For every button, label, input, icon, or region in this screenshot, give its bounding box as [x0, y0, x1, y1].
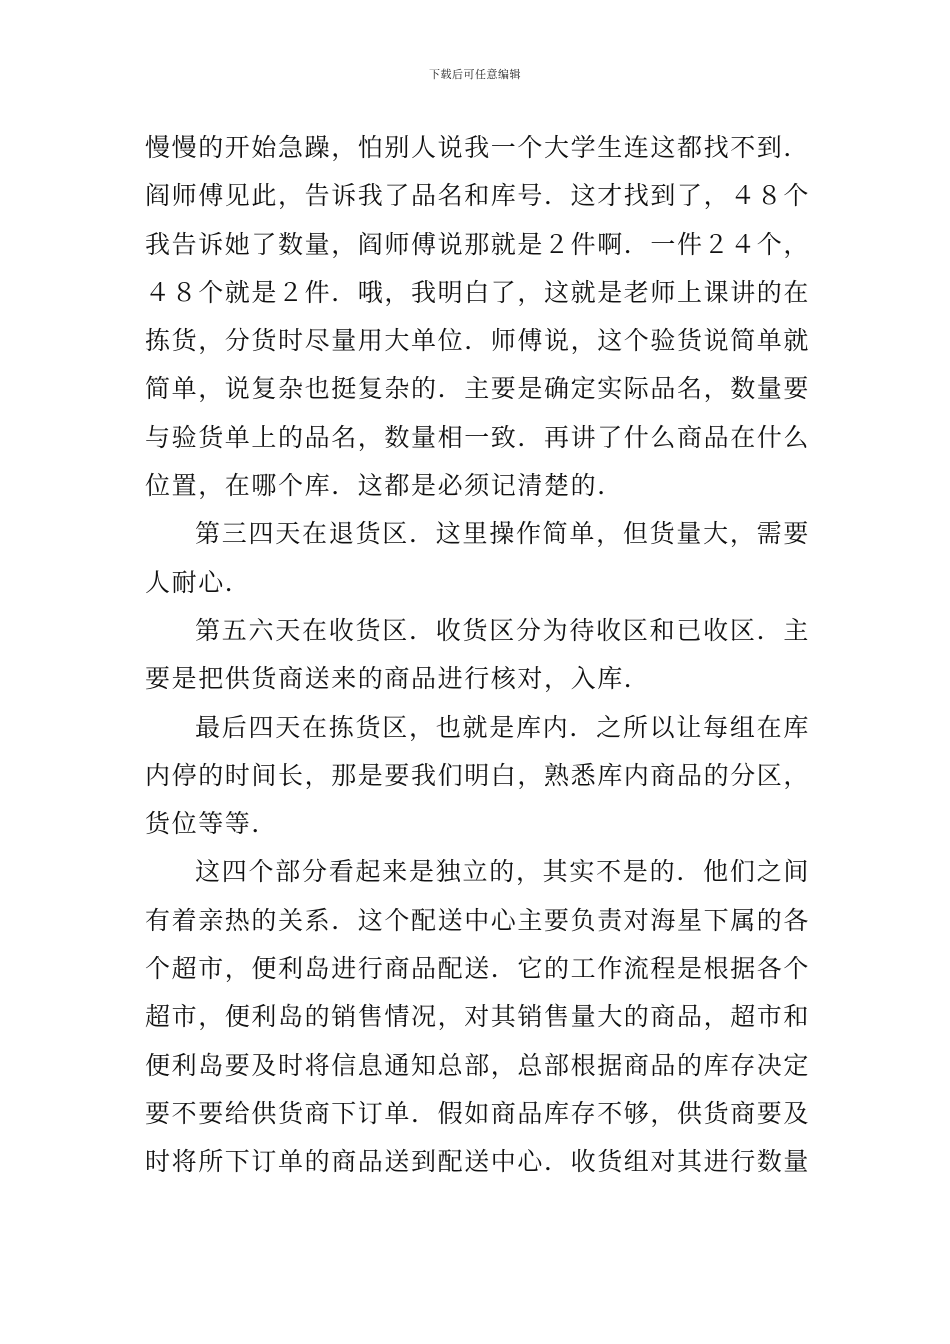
- paragraph-1: 慢慢的开始急躁，怕别人说我一个大学生连这都找不到．阎师傅见此，告诉我了品名和库号．这才找到了，４８个我告诉她了数量，阎师傅说那就是２件啊．一件２４个，４８个就是２件．哦，我明白了，这就是老师上课讲的在拣货，分货时尽量用大单位．师傅说，这个验货说简单就简单，说复杂也挺复杂的．主要是确定实际品名，数量要与验货单上的品名，数量相一致．再讲了什么商品在什么位置，在哪个库．这都是必须记清楚的．: [145, 133, 811, 501]
- paragraph-2: 第三四天在退货区．这里操作简单，但货量大，需要人耐心．: [145, 519, 810, 597]
- document-body: [145, 124, 810, 1187]
- paragraph-5: 这四个部分看起来是独立的，其实不是的．他们之间有着亲热的关系．这个配送中心主要负责对海星下属的各个超市，便利岛进行商品配送．它的工作流程是根据各个超市，便利岛的销售情况，对其销售量大的商品，超市和便利岛要及时将信息通知总部，总部根据商品的库存决定要不要给供货商下订单．假如商品库存不够，供货商要及时将所下订单的商品送到配送中心．收货组对其进行数量: [145, 857, 811, 1177]
- paragraph-3: 第五六天在收货区．收货区分为待收区和已收区．主要是把供货商送来的商品进行核对，入库．: [145, 615, 810, 694]
- paragraph-4: 最后四天在拣货区，也就是库内．之所以让每组在库内停的时间长，那是要我们明白，熟悉库内商品的分区，货位等等．: [145, 712, 811, 839]
- page-header-note: 下载后可任意编辑: [429, 68, 521, 81]
